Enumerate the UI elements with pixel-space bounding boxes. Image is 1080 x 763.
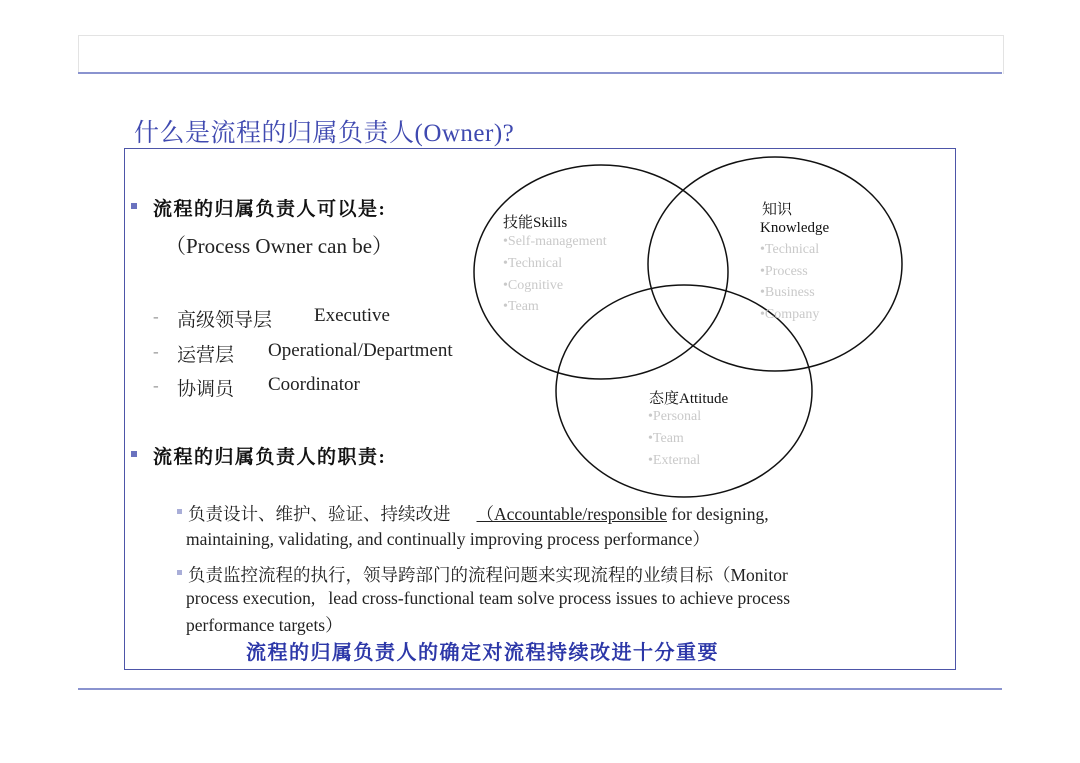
role-cn: 高级领导层 (177, 310, 273, 331)
venn-skills-item: •Team (503, 299, 539, 314)
venn-skills-item: •Technical (503, 256, 563, 271)
venn-skills-item: •Cognitive (503, 278, 564, 293)
venn-attitude-item: •External (648, 453, 701, 468)
venn-attitude-item: •Personal (648, 409, 702, 424)
sub-bullet-marker (177, 570, 182, 575)
responsibility-item-1-cn: 负责设计、维护、验证、持续改进 (188, 504, 451, 524)
role-cn: 协调员 (177, 379, 235, 400)
owner-types-subheading: （Process Owner can be） (165, 234, 394, 258)
bullet-marker (131, 451, 137, 457)
responsibility-item-2-line1: 负责监控流程的执行，领导跨部门的流程问题来实现流程的业绩目标（Monitor (188, 565, 788, 585)
venn-knowledge-item: •Technical (760, 242, 820, 257)
footer-divider (78, 688, 1002, 690)
venn-knowledge-item: •Process (760, 264, 808, 279)
role-en: Coordinator (268, 374, 360, 395)
venn-knowledge-title-en: Knowledge (760, 220, 830, 236)
responsibility-item-2-line2: process execution, lead cross-functional team solve process issues to achieve process (186, 588, 791, 608)
role-en: Executive (314, 305, 390, 326)
venn-skills-item: •Self-management (503, 234, 607, 249)
venn-circle-skills (474, 165, 728, 379)
role-dash: - (153, 376, 159, 395)
role-en: Operational/Department (268, 340, 453, 361)
owner-types-heading: 流程的归属负责人可以是: (153, 199, 387, 220)
responsibility-item-1-line2: maintaining, validating, and continually improving process performance） (186, 529, 710, 549)
key-statement: 流程的归属负责人的确定对流程持续改进十分重要 (246, 642, 719, 664)
responsibility-item-1-en-underlined: （Accountable/responsible (476, 504, 668, 524)
venn-knowledge-item: •Company (760, 307, 820, 322)
responsibility-item-1-en-rest: for designing, (667, 504, 769, 524)
venn-skills-title: 技能Skills (503, 215, 568, 231)
responsibility-item-1-line1 (188, 501, 769, 526)
responsibilities-heading: 流程的归属负责人的职责: (153, 447, 387, 468)
role-dash: - (153, 342, 159, 361)
role-cn: 运营层 (177, 345, 235, 366)
role-dash: - (153, 307, 159, 326)
venn-attitude-title: 态度Attitude (649, 391, 729, 407)
slide-title: 什么是流程的归属负责人(Owner)? (134, 120, 515, 147)
venn-knowledge-title-cn: 知识 (762, 202, 793, 218)
bullet-marker (131, 203, 137, 209)
responsibility-item-2-line3: performance targets） (186, 615, 343, 635)
sub-bullet-marker (177, 509, 182, 514)
venn-attitude-item: •Team (648, 431, 684, 446)
venn-knowledge-item: •Business (760, 285, 815, 300)
